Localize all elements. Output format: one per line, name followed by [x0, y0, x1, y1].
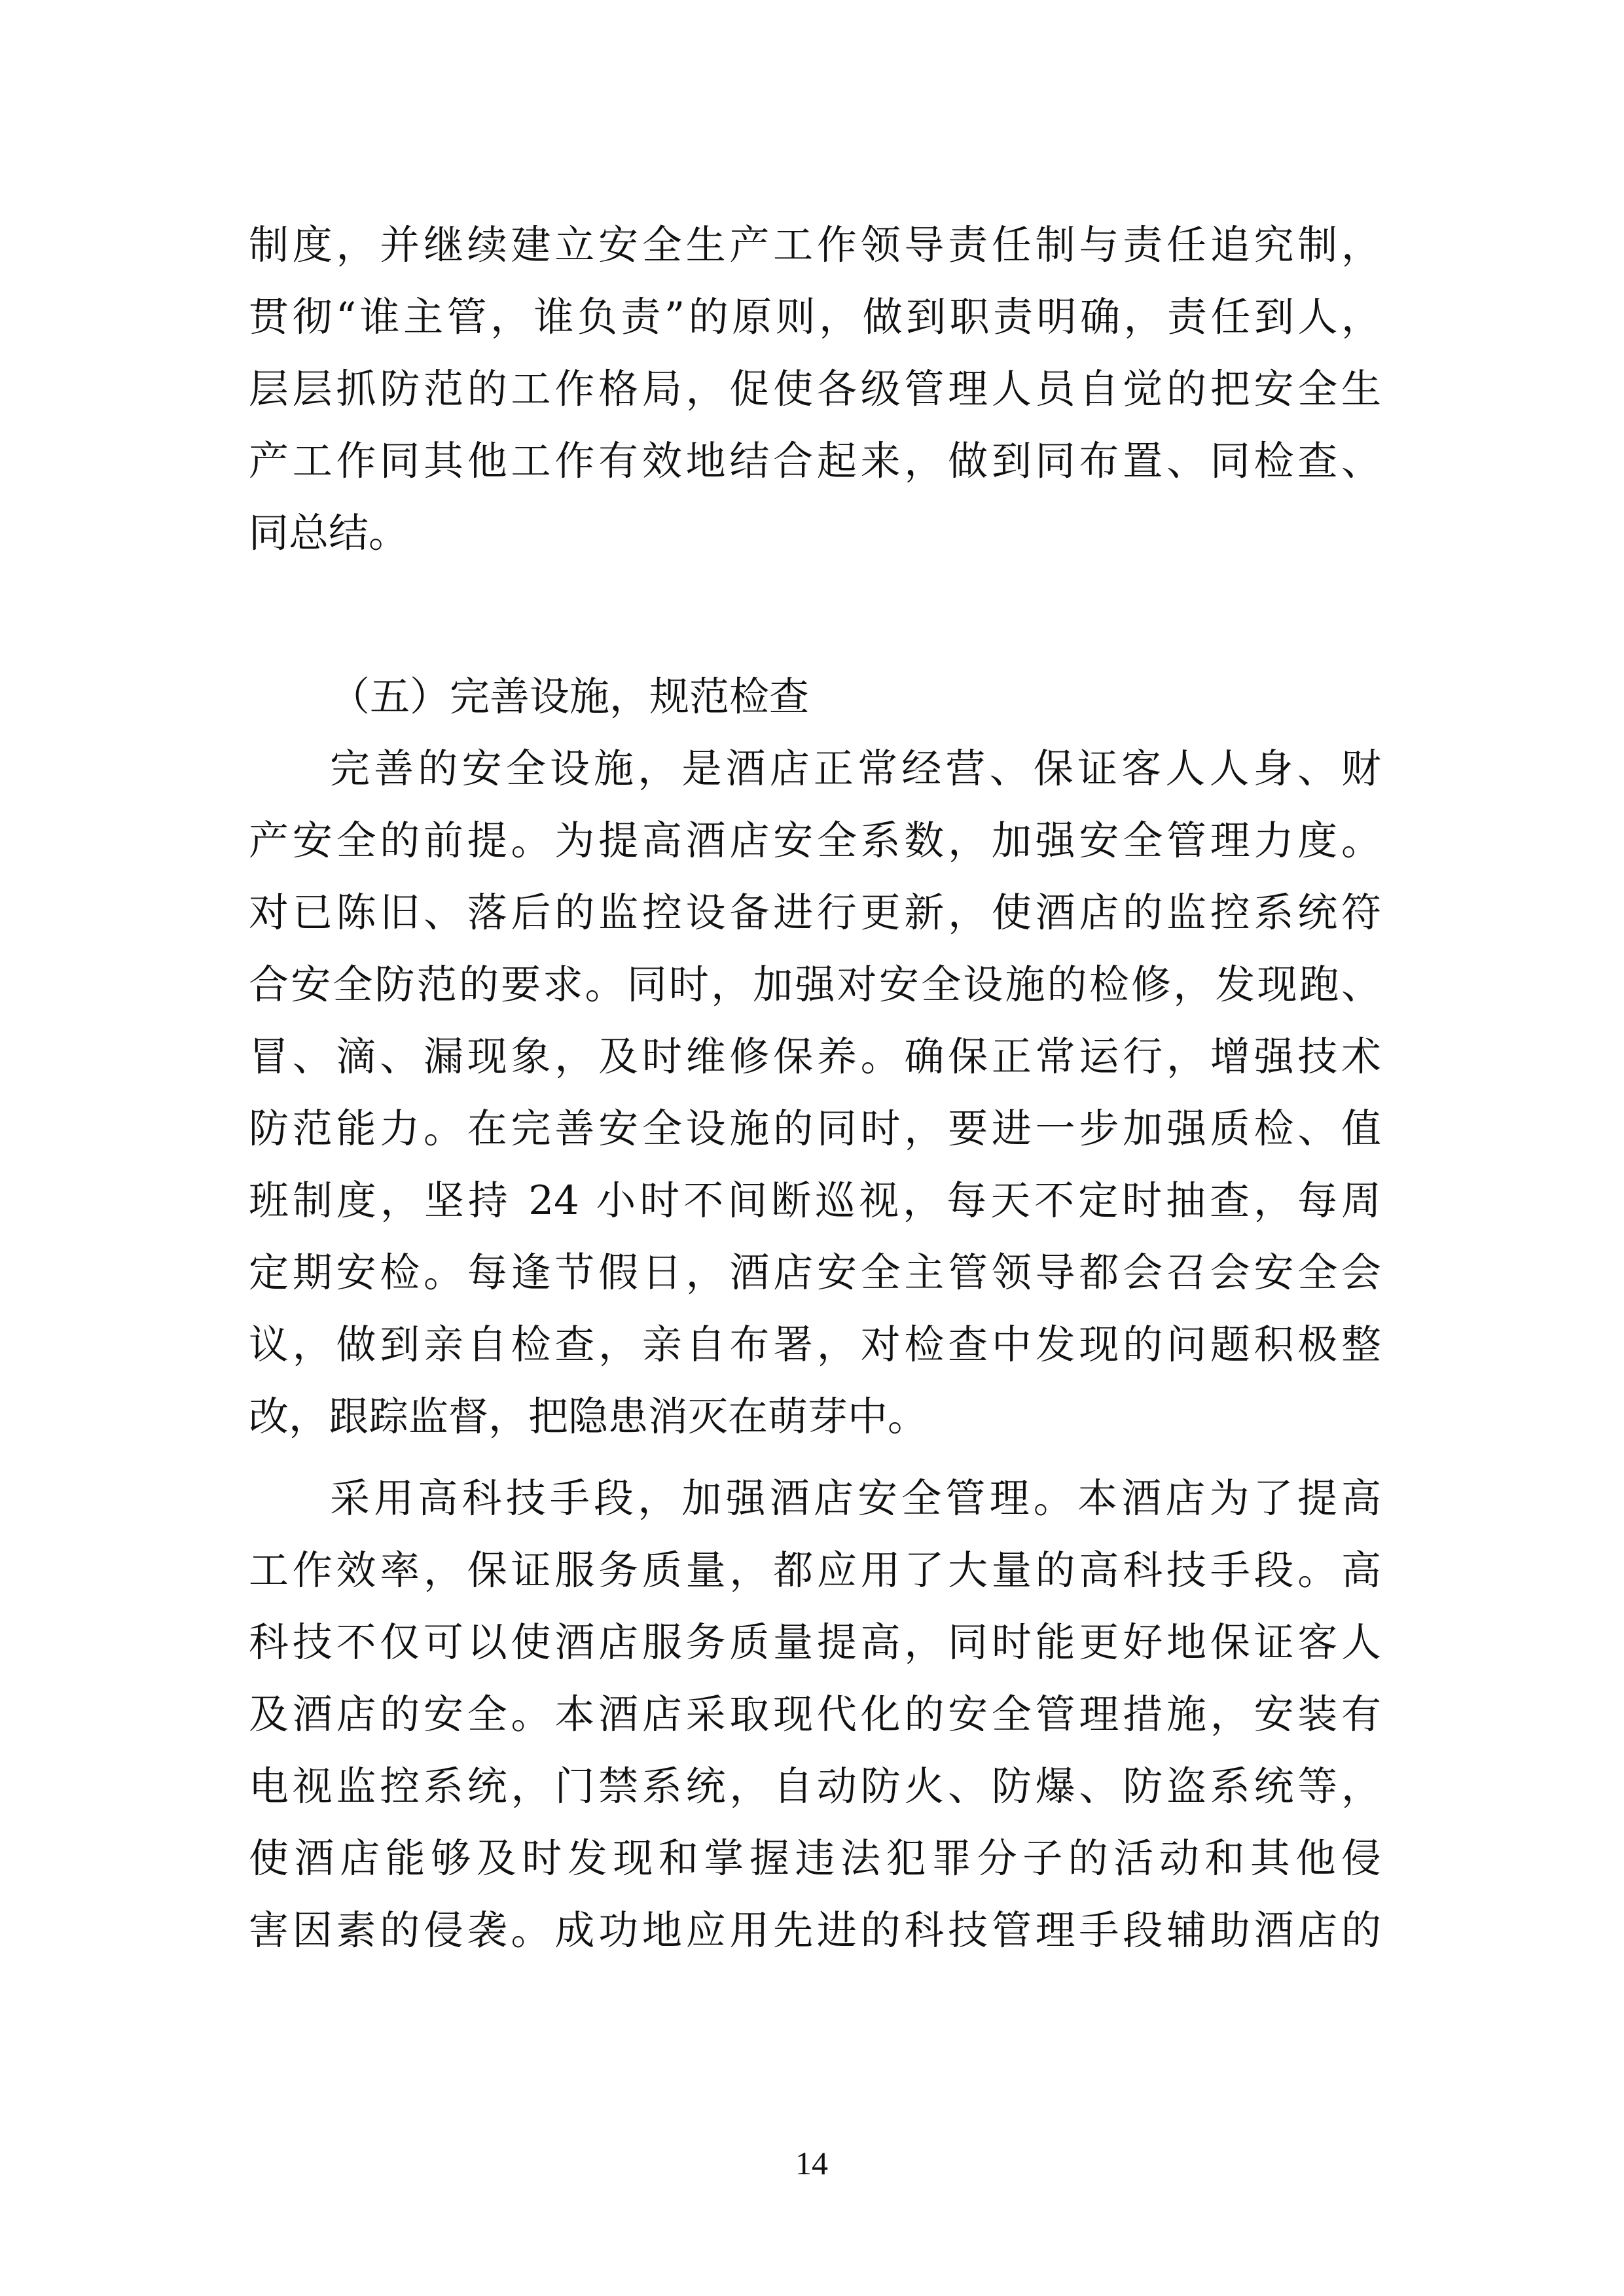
- body-text-line: 产工作同其他工作有效地结合起来，做到同布置、同检查、: [249, 438, 1381, 484]
- body-text-line: 害因素的侵袭。成功地应用先进的科技管理手段辅助酒店的: [249, 1907, 1381, 1954]
- body-text-line: 对已陈旧、落后的监控设备进行更新，使酒店的监控系统符: [249, 889, 1381, 936]
- body-text-line: 改，跟踪监督，把隐患消灭在萌芽中。: [249, 1393, 928, 1440]
- body-text-line: 防范能力。在完善安全设施的同时，要进一步加强质检、值: [249, 1105, 1381, 1152]
- body-text-line: 完善的安全设施，是酒店正常经营、保证客人人身、财: [330, 745, 1381, 792]
- body-text-line: 贯彻“谁主管，谁负责”的原则，做到职责明确，责任到人，: [249, 294, 1381, 340]
- body-text-line: 产安全的前提。为提高酒店安全系数，加强安全管理力度。: [249, 817, 1381, 864]
- body-text-line: 层层抓防范的工作格局，促使各级管理人员自觉的把安全生: [249, 366, 1381, 412]
- body-text-line: 冒、滴、漏现象，及时维修保养。确保正常运行，增强技术: [249, 1033, 1381, 1080]
- body-text-line: 科技不仅可以使酒店服务质量提高，同时能更好地保证客人: [249, 1619, 1381, 1666]
- page-number: 14: [795, 2145, 828, 2181]
- body-text-line: 工作效率，保证服务质量，都应用了大量的高科技手段。高: [249, 1547, 1381, 1594]
- body-text-line: 议，做到亲自检查，亲自布署，对检查中发现的问题积极整: [249, 1321, 1381, 1368]
- body-text-line: 及酒店的安全。本酒店采取现代化的安全管理措施，安装有: [249, 1691, 1381, 1738]
- body-text-line: 采用高科技手段，加强酒店安全管理。本酒店为了提高: [330, 1475, 1381, 1522]
- body-text-line: 使酒店能够及时发现和掌握违法犯罪分子的活动和其他侵: [249, 1835, 1381, 1882]
- body-text-line: 定期安检。每逢节假日，酒店安全主管领导都会召会安全会: [249, 1249, 1381, 1296]
- body-text-line: 合安全防范的要求。同时，加强对安全设施的检修，发现跑、: [249, 961, 1381, 1008]
- body-text-line: 班制度，坚持 24 小时不间断巡视，每天不定时抽查，每周: [249, 1177, 1381, 1224]
- body-text-line: 制度，并继续建立安全生产工作领导责任制与责任追究制，: [249, 222, 1381, 268]
- body-text-line: 电视监控系统，门禁系统，自动防火、防爆、防盗系统等，: [249, 1763, 1381, 1810]
- body-text-line: 同总结。: [249, 510, 409, 556]
- section-heading: （五）完善设施，规范检查: [330, 673, 810, 720]
